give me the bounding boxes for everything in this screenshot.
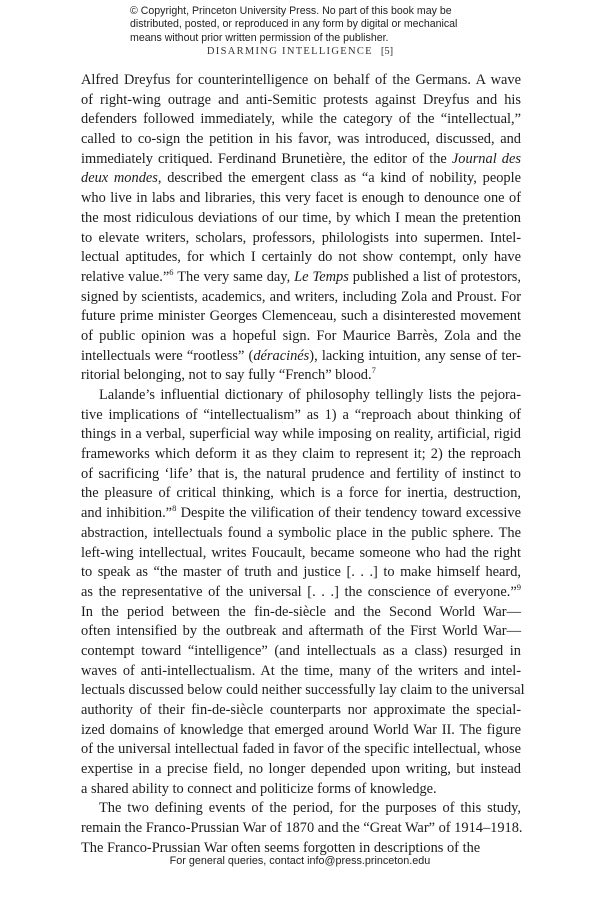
text-line: [81, 780, 521, 800]
text-run: future prime minister Georges Clemenceau, such a disinterested movement: [81, 308, 521, 325]
text-run: tive implications of “intellectualism” as 1) a “reproach about thinking of: [81, 406, 521, 423]
footnote-ref: 7: [371, 365, 376, 376]
text-line: [81, 386, 521, 406]
text-run: abstraction, intellectuals found a symbolic place in the public sphere. The: [81, 524, 521, 541]
text-run: defenders followed immediately, while the category of the “intellectual,”: [81, 111, 521, 128]
body-text: [81, 71, 525, 859]
text-line: [81, 740, 521, 760]
text-line: [81, 110, 521, 130]
text-line: [81, 524, 521, 544]
text-run: Alfred Dreyfus for counterintelligence on behalf of the Germans. A wave: [81, 72, 521, 88]
copyright-line: © Copyright, Princeton University Press. No part of this book may be: [130, 5, 452, 17]
italic-run: Le Temps: [294, 268, 349, 285]
text-run: In the period between the fin-de-siècle and the Second World War—: [81, 603, 521, 620]
text-run: lectual aptitudes, for which I certainly do not show contempt, only have: [81, 249, 521, 266]
copyright-line: distributed, posted, or reproduced in any form by digital or mechanical: [130, 18, 458, 31]
text-run: expertise in a precise field, no longer depended upon writing, but instead: [81, 761, 521, 778]
text-run: of public opinion was a hopeful sign. For Maurice Barrès, Zola and the: [81, 327, 521, 344]
text-line: [81, 229, 521, 249]
text-run: of right-wing outrage and anti-Semitic protests against Dreyfus and his: [81, 91, 521, 108]
text-run: intellectuals were “rootless” (: [81, 347, 254, 364]
text-line: [81, 209, 521, 229]
text-run: The Franco-Prussian War often seems forgotten in descriptions of the: [81, 839, 481, 856]
text-line: [81, 819, 521, 839]
text-line: [81, 603, 521, 623]
text-run: and inhibition.”: [81, 505, 173, 522]
text-line: [81, 169, 521, 189]
text-line: [81, 130, 521, 150]
text-run: left-wing intellectual, writes Foucault, became someone who had the right: [81, 544, 521, 561]
text-line: [81, 465, 521, 485]
text-line: [81, 662, 521, 682]
text-line: [81, 445, 521, 465]
text-run: The two defining events of the period, for the purposes of this study,: [99, 800, 521, 817]
text-line: [81, 583, 521, 603]
text-run: of the universal intellectual faded in favor of the specific intellectual, whose: [81, 741, 521, 758]
text-run: the pleasure of critical thinking, which is a force for inertia, destruction,: [81, 485, 521, 502]
text-line: [81, 347, 521, 367]
text-line: [81, 563, 521, 583]
text-run: to speak as “the master of truth and justice [. . .] to make himself heard,: [81, 564, 521, 581]
text-run: Lalande’s influential dictionary of philosophy tellingly lists the pejora-: [99, 387, 521, 403]
footer-contact: For general queries, contact info@press.princeton.edu: [169, 855, 431, 867]
footnote-ref: 6: [169, 266, 174, 277]
italic-run: déracinés: [253, 347, 310, 364]
text-line: [81, 760, 521, 780]
text-run: Despite the vilification of their tendency toward excessive: [176, 505, 521, 522]
text-run: of sacrificing ‘life’ that is, the natural prudence and fertility of instinct to: [81, 465, 521, 482]
text-line: [81, 150, 521, 170]
page-number: [5]: [380, 46, 394, 57]
text-run: lectuals discussed below could neither successfully lay claim to the universal: [81, 682, 525, 699]
text-line: [81, 71, 521, 91]
copyright-line: means without prior written permission of the publisher.: [130, 31, 389, 44]
text-run: , described the emergent class as “a kind of nobility, people: [157, 170, 521, 187]
text-line: [81, 799, 521, 819]
copyright-notice: [130, 5, 475, 45]
text-line: [81, 544, 521, 564]
text-run: published a list of protestors,: [348, 268, 522, 285]
text-line: [81, 721, 521, 741]
text-line: [81, 425, 521, 445]
text-run: frameworks which deform it as they claim to represent it; 2) the reproach: [81, 446, 521, 463]
text-line: [81, 504, 521, 524]
text-run: the most ridiculous deviations of our time, by which I mean the pretention: [81, 209, 521, 226]
text-line: [81, 189, 521, 209]
text-line: [81, 327, 521, 347]
footnote-ref: 8: [172, 503, 177, 514]
text-run: signed by scientists, academics, and writers, including Zola and Proust. For: [81, 288, 521, 305]
text-line: [81, 642, 521, 662]
text-line: [81, 288, 521, 308]
text-line: [81, 91, 521, 111]
text-run: relative value.”: [81, 268, 170, 285]
text-run: authority of their fin-de-siècle counterparts nor approximate the special-: [81, 702, 521, 718]
text-run: things in a verbal, superficial way while imposing on reality, artificial, rigid: [81, 426, 521, 443]
footnote-ref: 9: [516, 581, 521, 592]
running-head: [0, 46, 600, 57]
text-run: ized domains of knowledge that emerged around World War II. The figure: [81, 721, 521, 738]
text-run: a shared ability to connect and politicize forms of knowledge.: [81, 780, 437, 797]
text-run: remain the Franco-Prussian War of 1870 and the “Great War” of 1914–1918.: [81, 820, 523, 837]
running-title: DISARMING INTELLIGENCE: [206, 46, 373, 57]
italic-run: deux mondes: [81, 170, 158, 187]
text-run: often intensified by the outbreak and aftermath of the First World War—: [81, 623, 521, 640]
text-run: who live in labs and libraries, this very facet is enough to denounce one of: [81, 190, 521, 207]
italic-run: Journal des: [451, 150, 521, 167]
text-line: [81, 484, 521, 504]
text-line: [81, 406, 521, 426]
text-line: [81, 307, 521, 327]
text-line: [81, 681, 525, 701]
text-run: The very same day,: [173, 268, 295, 285]
text-run: ), lacking intuition, any sense of ter-: [309, 347, 521, 364]
text-run: contempt toward “intelligence” (and intellectuals as a class) resurged in: [81, 642, 521, 659]
text-line: [81, 268, 521, 288]
text-run: immediately critiqued. Ferdinand Brunetière, the editor of the: [81, 150, 452, 167]
text-run: ritorial belonging, not to say fully “French” blood.: [81, 367, 372, 384]
text-line: [81, 366, 521, 386]
text-line: [81, 248, 521, 268]
text-run: to elevate writers, scholars, professors, philologists into supermen. Intel-: [81, 229, 521, 246]
text-run: called to co-sign the petition in his favor, was introduced, discussed, and: [81, 131, 521, 148]
text-line: [81, 622, 521, 642]
text-line: [81, 701, 521, 721]
text-run: waves of anti-intellectualism. At the time, many of the writers and intel-: [81, 662, 521, 679]
text-run: as the representative of the universal [. . .] the conscience of everyone.”: [81, 583, 517, 600]
